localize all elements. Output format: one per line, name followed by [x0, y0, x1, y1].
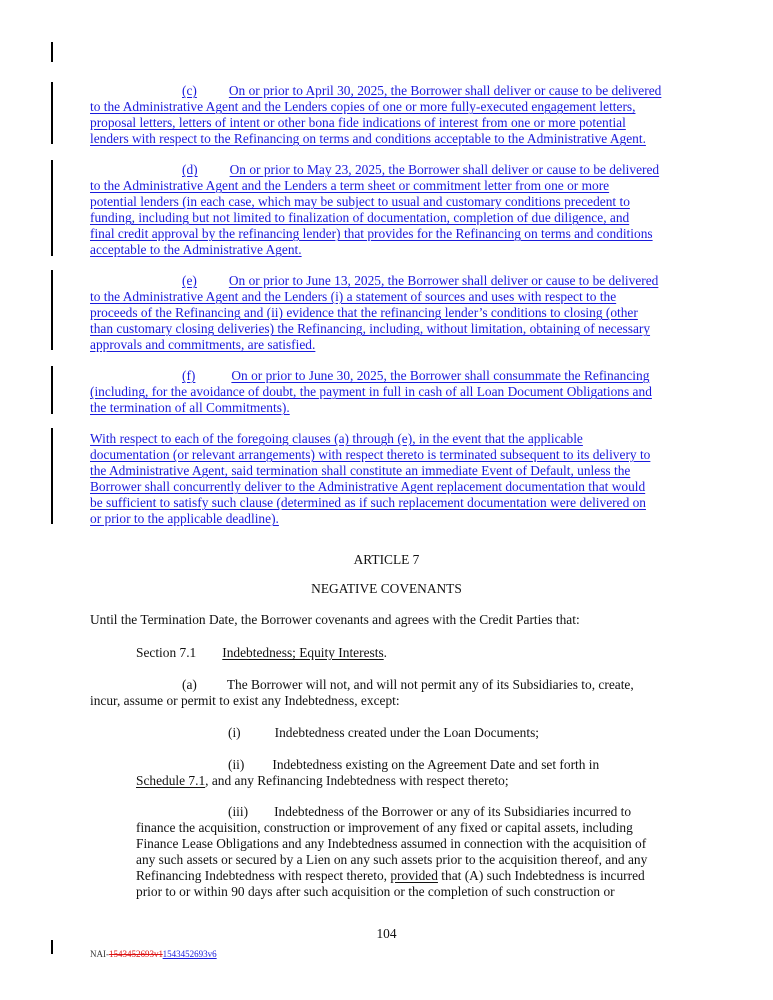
paragraph-f-label: (f) — [182, 368, 196, 383]
paragraph-e — [90, 273, 680, 353]
paragraph-d-label: (d) — [182, 162, 198, 177]
paragraph-f-line: the termination of all Commitments). — [90, 400, 290, 415]
paragraph-respect-line: be sufficient to satisfy such clause (determined as if such replacement documentation were delivered on — [90, 495, 647, 510]
paragraph-e-label: (e) — [182, 273, 197, 288]
paragraph-respect-line: With respect to each of the foregoing clauses (a) through (e), in the event that the applicable — [90, 431, 583, 446]
change-bar — [51, 82, 53, 144]
clause-a — [90, 677, 680, 709]
page-number: 104 — [376, 926, 397, 941]
clause-iii-l5-post: that (A) such Indebtedness is incurred — [437, 868, 645, 883]
clause-iii-l5-pre: Refinancing Indebtedness with respect thereto, — [136, 868, 391, 883]
paragraph-respect-line: Borrower shall concurrently deliver to the Administrative Agent replacement documentation that would — [90, 479, 646, 494]
paragraph-c-line: to the Administrative Agent and the Lenders copies of one or more fully-executed engagement letters, — [90, 99, 636, 114]
document-id-deleted: 1543452693v1 — [109, 949, 163, 959]
change-bar — [51, 160, 53, 256]
article-number: ARTICLE 7 — [353, 552, 420, 567]
clause-ii-rest: , and any Refinancing Indebtedness with respect thereto; — [205, 773, 509, 788]
paragraph-respect-line: or prior to the applicable deadline). — [90, 511, 279, 526]
paragraph-d-line: final credit approval by the refinancing lender) that provides for the Refinancing on terms and conditions — [90, 226, 653, 241]
paragraph-d-line: potential lenders (in each case, which may be subject to usual and customary conditions precedent to — [90, 194, 630, 209]
clause-a-label: (a) — [182, 677, 197, 692]
clause-ii — [136, 757, 680, 789]
clause-iii-label: (iii) — [228, 804, 249, 819]
paragraph-e-lead: On or prior to June 13, 2025, the Borrower shall deliver or cause to be delivered — [228, 273, 659, 288]
clause-ii-lead: Indebtedness existing on the Agreement Date and set forth in — [272, 757, 600, 772]
paragraph-c-label: (c) — [182, 83, 197, 98]
clause-iii-lead: Indebtedness of the Borrower or any of its Subsidiaries incurred to — [274, 804, 632, 819]
paragraph-e-line: than customary closing deliveries) the Refinancing, including, without limitation, obtaining of necessary — [90, 321, 651, 336]
paragraph-d-line: to the Administrative Agent and the Lenders a term sheet or commitment letter from one or more — [90, 178, 610, 193]
section-heading — [136, 645, 387, 661]
paragraph-e-line: proceeds of the Refinancing and (ii) evidence that the refinancing lender’s conditions to closing (other — [90, 305, 638, 320]
paragraph-respect-line: documentation (or relevant arrangements) with respect thereto is terminated subsequent to its delivery to — [90, 447, 651, 462]
clause-i — [228, 725, 680, 741]
article-title: NEGATIVE COVENANTS — [311, 581, 462, 596]
paragraph-c — [90, 83, 680, 147]
article-intro: Until the Termination Date, the Borrower covenants and agrees with the Credit Parties that: — [90, 612, 580, 627]
section-number: Section 7.1 — [136, 645, 197, 660]
paragraph-d-line: acceptable to the Administrative Agent. — [90, 242, 302, 257]
clause-a-line: incur, assume or permit to exist any Indebtedness, except: — [90, 693, 400, 708]
paragraph-f-line: (including, for the avoidance of doubt, the payment in full in cash of all Loan Document Obligations and — [90, 384, 652, 399]
document-id-prefix: NAI- — [90, 949, 109, 959]
paragraph-with-respect — [90, 431, 680, 527]
section-title-end: . — [383, 645, 388, 660]
paragraph-f-lead: On or prior to June 30, 2025, the Borrower shall consummate the Refinancing — [231, 368, 650, 383]
change-bar — [51, 428, 53, 524]
paragraph-c-line: proposal letters, letters of intent or other bona fide indications of interest from one or more potential — [90, 115, 626, 130]
clause-i-label: (i) — [228, 725, 241, 740]
clause-ii-label: (ii) — [228, 757, 245, 772]
change-bar — [51, 42, 53, 62]
change-bar — [51, 270, 53, 350]
change-bar — [51, 366, 53, 414]
paragraph-f — [90, 368, 680, 416]
provided-term: provided — [390, 868, 438, 883]
clause-iii-line: finance the acquisition, construction or improvement of any fixed or capital assets, including — [136, 820, 633, 835]
clause-a-lead: The Borrower will not, and will not permit any of its Subsidiaries to, create, — [226, 677, 634, 692]
clause-iii — [136, 804, 680, 900]
schedule-reference-link[interactable]: Schedule 7.1 — [136, 773, 206, 788]
clause-i-text: Indebtedness created under the Loan Documents; — [274, 725, 540, 740]
paragraph-e-line: to the Administrative Agent and the Lenders (i) a statement of sources and uses with respect to the — [90, 289, 617, 304]
section-title: Indebtedness; Equity Interests — [222, 645, 384, 660]
change-bar — [51, 940, 53, 954]
clause-iii-line: Finance Lease Obligations and any Indebtedness assumed in connection with the acquisition of — [136, 836, 647, 851]
clause-iii-line: any such assets or secured by a Lien on any such assets prior to the acquisition thereof, and any — [136, 852, 648, 867]
clause-iii-line: prior to or within 90 days after such acquisition or the completion of such construction or — [136, 884, 615, 899]
paragraph-d-lead: On or prior to May 23, 2025, the Borrower shall deliver or cause to be delivered — [229, 162, 660, 177]
paragraph-e-line: approvals and commitments, are satisfied. — [90, 337, 316, 352]
paragraph-respect-line: the Administrative Agent, said termination shall constitute an immediate Event of Default, unless the — [90, 463, 631, 478]
paragraph-c-line: lenders with respect to the Refinancing on terms and conditions acceptable to the Administrative Agent. — [90, 131, 646, 146]
document-id — [90, 949, 217, 959]
paragraph-d-line: funding, including but not limited to finalization of documentation, completion of due diligence, and — [90, 210, 630, 225]
paragraph-c-lead: On or prior to April 30, 2025, the Borrower shall deliver or cause to be delivered — [228, 83, 662, 98]
document-id-inserted: 1543452693v6 — [162, 949, 217, 959]
paragraph-d — [90, 162, 680, 258]
